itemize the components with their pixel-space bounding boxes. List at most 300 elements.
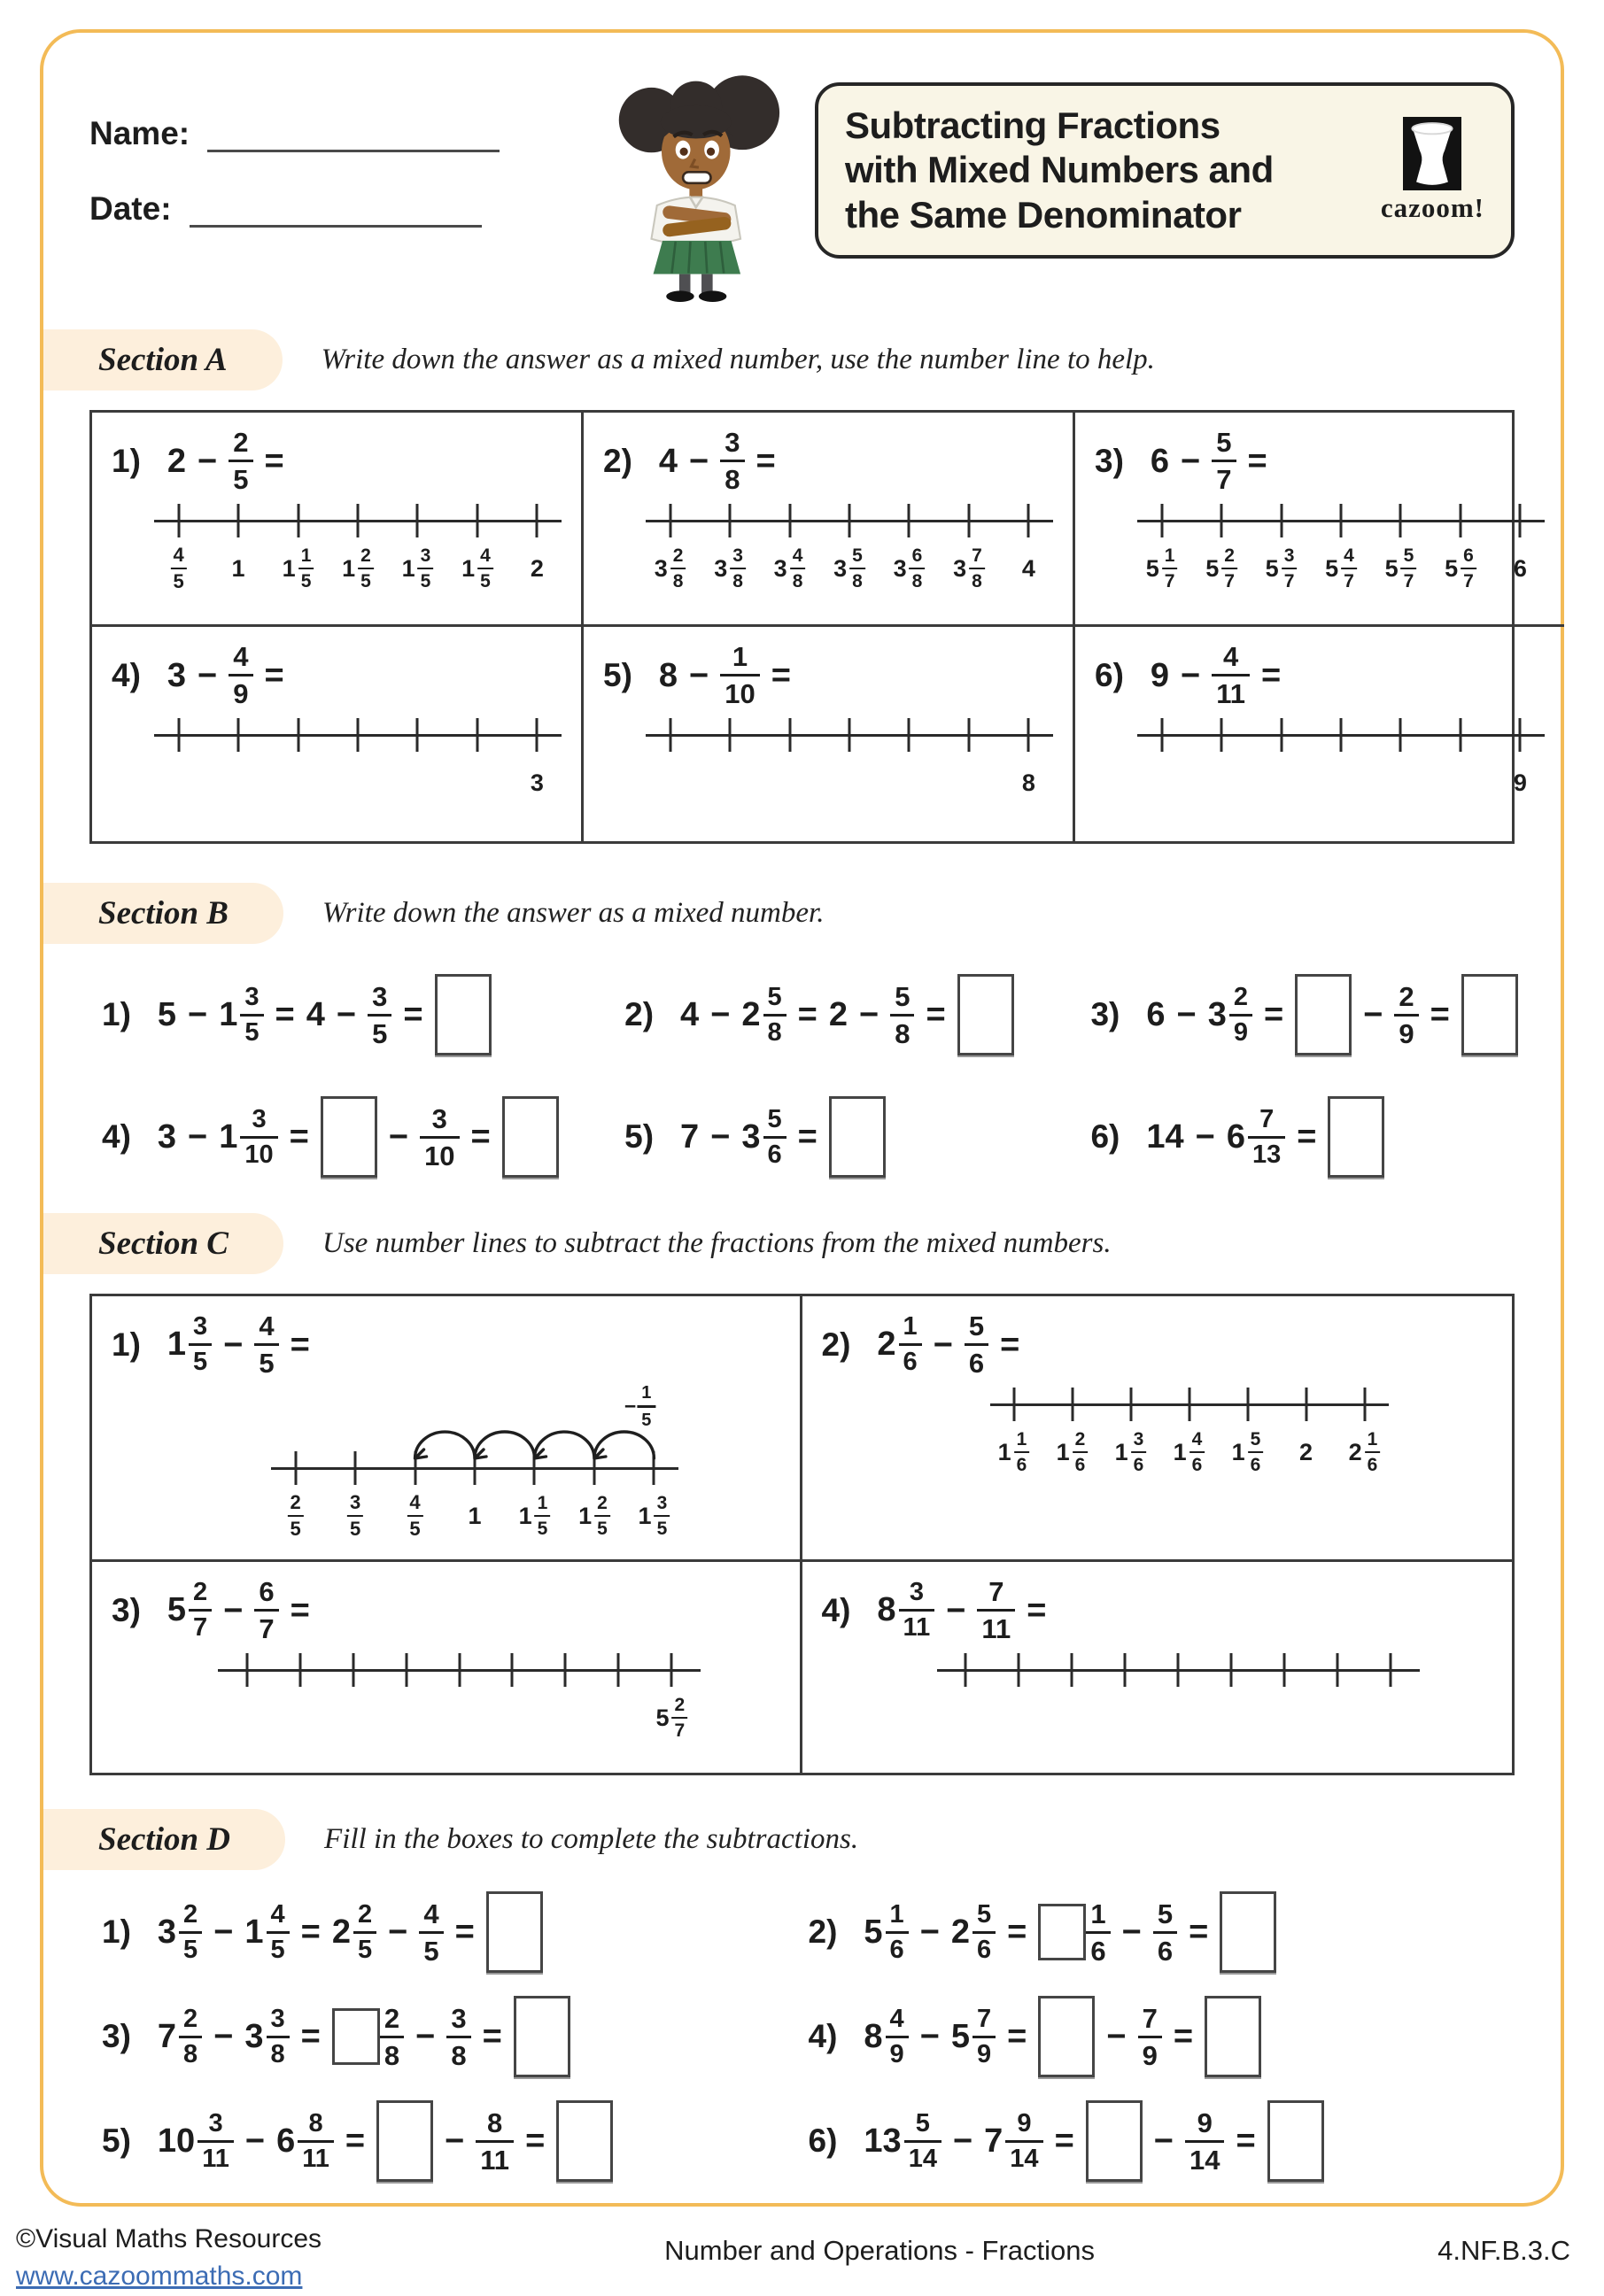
worksheet-frame [40, 29, 1564, 2207]
fraction: $\frac{4}{6}$ [1189, 1430, 1205, 1474]
number-line [1137, 720, 1545, 810]
tick-label [953, 545, 985, 592]
tick-mark [1018, 1653, 1020, 1687]
tick-mark [729, 504, 732, 537]
mixed-number: 2 $\frac{1}{6}$ [877, 1314, 921, 1375]
tick-label: 2 [1298, 1438, 1313, 1465]
tick-mark [1459, 504, 1461, 537]
expression: 14 − 6 $\frac{7}{13}$ = [1146, 1096, 1384, 1178]
fraction: $\frac{2}{7}$ [671, 1696, 687, 1740]
mixed-number: 1 $\frac{3}{5}$ [219, 985, 263, 1046]
fraction: $\frac{5}{6}$ [972, 1902, 996, 1963]
answer-box[interactable] [829, 1096, 886, 1178]
tick-mark [965, 1653, 967, 1687]
fraction: $\frac{3}{8}$ [720, 429, 744, 493]
number-line [646, 506, 1053, 596]
mixed-number: 3 $\frac{5}{8}$ [833, 546, 865, 591]
mixed-number: 1 $\frac{3}{5}$ [402, 546, 434, 591]
tick-mark [1340, 718, 1343, 752]
tick-mark [1160, 504, 1163, 537]
subtraction-hops-icon [271, 1414, 678, 1464]
tick-label [894, 545, 926, 592]
expression: 2 − $\frac{2}{5}$ = [167, 427, 284, 495]
tick-mark [1399, 718, 1402, 752]
drum-icon [1403, 117, 1461, 190]
tick-label: 3 [530, 769, 544, 796]
tick-mark [1280, 504, 1282, 537]
problem-number: 5) [624, 1118, 655, 1155]
tick-label [1385, 545, 1417, 592]
fraction: $\frac{8}{11}$ [298, 2111, 334, 2172]
mixed-number: 1 $\frac{3}{10}$ [219, 1107, 277, 1168]
problem-b-2 [624, 974, 1090, 1055]
section-b-problems [102, 974, 1515, 1178]
fraction: $\frac{2}{5}$ [358, 546, 374, 591]
student-character-illustration [599, 70, 802, 306]
tick-mark [1177, 1653, 1180, 1687]
tick-label: 8 [1021, 769, 1035, 796]
tick-mark [297, 504, 299, 537]
mixed-number: 6 $\frac{7}{13}$ [1227, 1107, 1285, 1168]
fraction: $\frac{6}{7}$ [1461, 546, 1476, 591]
fraction: $\frac{4}{5}$ [407, 1493, 422, 1539]
tick-mark [1459, 718, 1461, 752]
problem-number: 1) [102, 1913, 131, 1950]
tick-mark [1519, 718, 1522, 752]
expression: 5 − 1 $\frac{3}{5}$ = 4 − $\frac{3}{5}$ = [158, 974, 492, 1055]
tick-mark [245, 1653, 248, 1687]
fraction: $\frac{2}{5}$ [179, 1902, 202, 1963]
tick-mark [458, 1653, 461, 1687]
fraction: $\frac{5}{7}$ [1401, 546, 1417, 591]
problem-b-5 [624, 1096, 1090, 1178]
tick-mark [967, 718, 970, 752]
fraction: $\frac{2}{5}$ [229, 429, 252, 493]
number-line [154, 720, 562, 810]
fraction: $\frac{3}{6}$ [1131, 1430, 1147, 1474]
problem-c-1 [92, 1296, 802, 1562]
tick-label [170, 545, 186, 592]
fraction: $\frac{3}{5}$ [655, 1494, 670, 1538]
tick-mark [476, 504, 478, 537]
fraction: $\frac{5}{14}$ [904, 2111, 941, 2172]
fraction: $\frac{7}{8}$ [969, 546, 985, 591]
answer-box[interactable] [435, 974, 492, 1055]
title-line-2: with Mixed Numbers and [845, 149, 1274, 191]
fraction: $\frac{7}{13}$ [1248, 1107, 1285, 1168]
answer-box[interactable] [1086, 2100, 1143, 2182]
fraction: $\frac{3}{5}$ [368, 983, 391, 1048]
mixed-number-with-box [1038, 1900, 1110, 1965]
mixed-number: 1 $\frac{2}{5}$ [578, 1494, 610, 1538]
fraction: $\frac{1}{5}$ [535, 1494, 551, 1538]
problem-number: 5) [603, 656, 632, 693]
tick-mark [357, 718, 360, 752]
fraction: $\frac{7}{9}$ [972, 2006, 996, 2068]
fraction: $\frac{4}{5}$ [477, 546, 493, 591]
tick-mark [788, 504, 791, 537]
tick-mark [1071, 1388, 1073, 1421]
tick-mark [405, 1653, 407, 1687]
fraction: $\frac{3}{8}$ [267, 2006, 290, 2068]
tick-mark [357, 504, 360, 537]
fraction: $\frac{5}{7}$ [1212, 429, 1236, 493]
tick-label [1115, 1428, 1147, 1476]
fraction: $\frac{5}{6}$ [1248, 1430, 1264, 1474]
problem-number: 6) [1090, 1118, 1120, 1155]
tick-label: 6 [1513, 554, 1527, 582]
section-d-instruction: Fill in the boxes to complete the subtractions. [324, 1823, 859, 1855]
tick-mark [848, 504, 851, 537]
mixed-number: 7 $\frac{2}{8}$ [158, 2006, 202, 2068]
tick-mark [1336, 1653, 1338, 1687]
tick-mark [669, 718, 671, 752]
answer-box[interactable] [321, 1096, 377, 1178]
date-label: Date: [89, 190, 172, 227]
mixed-number: 5 $\frac{3}{7}$ [1266, 546, 1298, 591]
problem-d-1 [102, 1891, 809, 1973]
fraction: $\frac{4}{5}$ [254, 1312, 278, 1377]
fraction: $\frac{3}{11}$ [198, 2111, 234, 2172]
mixed-number: 8 $\frac{4}{9}$ [864, 2006, 908, 2068]
tick-mark [1160, 718, 1163, 752]
fraction: $\frac{2}{8}$ [179, 2006, 202, 2068]
tick-mark [352, 1653, 354, 1687]
problem-a-3 [1075, 413, 1564, 627]
mixed-number: 5 $\frac{1}{7}$ [1146, 546, 1178, 591]
mixed-number: 1 $\frac{1}{5}$ [283, 546, 314, 591]
mixed-number: 2 $\frac{2}{5}$ [332, 1902, 376, 1963]
tick-mark [1280, 718, 1282, 752]
tick-label: 1 [468, 1502, 482, 1529]
problem-number: 4) [112, 656, 141, 693]
tick-mark [511, 1653, 514, 1687]
mixed-number: 5 $\frac{1}{6}$ [864, 1902, 908, 1963]
expression: 9 − $\frac{4}{11}$ = [1150, 641, 1282, 709]
site-link[interactable]: www.cazoommaths.com [16, 2261, 303, 2291]
problem-number: 4) [808, 2018, 838, 2054]
fraction: $\frac{3}{5}$ [240, 985, 263, 1046]
tick-label [402, 545, 434, 592]
tick-mark [416, 718, 419, 752]
mixed-number: 1 $\frac{1}{5}$ [519, 1494, 551, 1538]
problem-b-6 [1090, 1096, 1515, 1178]
tick-mark [1389, 1653, 1391, 1687]
number-line [1137, 506, 1545, 596]
tick-label [287, 1492, 303, 1540]
expression: 4 − $\frac{3}{8}$ = [658, 427, 776, 495]
fraction: $\frac{4}{5}$ [419, 1900, 443, 1965]
mixed-number: 1 $\frac{3}{5}$ [639, 1494, 670, 1538]
tick-label [1174, 1428, 1205, 1476]
answer-box[interactable] [1267, 2100, 1324, 2182]
problem-number: 6) [808, 2122, 838, 2159]
problem-number: 6) [1095, 656, 1124, 693]
mixed-number: 3 $\frac{7}{8}$ [953, 546, 985, 591]
problem-number: 1) [112, 442, 141, 479]
mixed-number: 5 $\frac{5}{7}$ [1385, 546, 1417, 591]
problem-number: 2) [603, 442, 632, 479]
tick-label [714, 545, 746, 592]
worksheet-footer [16, 2221, 1588, 2295]
expression: 3 $\frac{2}{5}$ − 1 $\frac{4}{5}$ = 2 $\frac{2}{5}$ − $\frac{4}{5}$ = [158, 1891, 543, 1973]
tick-mark [1340, 504, 1343, 537]
fraction: $\frac{3}{8}$ [730, 546, 746, 591]
tick-label [1266, 545, 1298, 592]
fraction: $\frac{6}{7}$ [254, 1578, 278, 1643]
fraction: $\frac{7}{9}$ [1138, 2005, 1162, 2069]
date-input-line[interactable] [190, 188, 482, 228]
answer-box[interactable] [514, 1996, 570, 2077]
problem-number: 1) [102, 996, 131, 1032]
tick-label [407, 1492, 422, 1540]
fraction: $\frac{2}{8}$ [670, 546, 686, 591]
tick-mark [1519, 504, 1522, 537]
answer-box[interactable] [1038, 1996, 1095, 2077]
mixed-number: 5 $\frac{2}{7}$ [167, 1580, 212, 1641]
tick-mark [1282, 1653, 1285, 1687]
mixed-number: 3 $\frac{5}{6}$ [741, 1107, 786, 1168]
number-line [937, 1655, 1420, 1720]
answer-box-small[interactable] [1038, 1904, 1086, 1960]
tick-mark [476, 718, 478, 752]
tick-mark [416, 504, 419, 537]
tick-mark [1305, 1388, 1307, 1421]
section-b-header [43, 883, 1515, 944]
fraction: $\frac{1}{10}$ [720, 643, 759, 707]
tick-label [347, 1492, 363, 1540]
tick-mark [1220, 718, 1223, 752]
expression: 8 − $\frac{1}{10}$ = [658, 641, 791, 709]
tick-mark [1124, 1653, 1127, 1687]
section-a-problems [89, 410, 1527, 844]
expression: 7 − 3 $\frac{5}{6}$ = [680, 1096, 886, 1178]
fraction: $\frac{3}{5}$ [189, 1314, 212, 1375]
problem-number: 3) [1090, 996, 1120, 1032]
answer-box[interactable] [1295, 974, 1352, 1055]
tick-mark [237, 718, 240, 752]
tick-mark [669, 504, 671, 537]
tick-mark [1363, 1388, 1366, 1421]
mixed-number: 7 $\frac{9}{14}$ [984, 2111, 1042, 2172]
section-c-instruction: Use number lines to subtract the fractions from the mixed numbers. [322, 1227, 1112, 1259]
fraction: $\frac{5}{6}$ [965, 1312, 988, 1377]
problem-c-3 [92, 1562, 802, 1773]
answer-box[interactable] [556, 2100, 613, 2182]
section-d-problems [102, 1891, 1515, 2182]
problem-a-1 [92, 413, 584, 627]
problem-c-4 [802, 1562, 1513, 1773]
answer-box[interactable] [1220, 1891, 1276, 1973]
tick-mark [1129, 1388, 1132, 1421]
tick-mark [1229, 1653, 1232, 1687]
expression: 5 $\frac{2}{7}$ − $\frac{6}{7}$ = [167, 1576, 310, 1644]
mixed-number: 3 $\frac{3}{8}$ [244, 2006, 289, 2068]
student-info-block [89, 75, 599, 263]
number-line [990, 1389, 1389, 1480]
worksheet-title [845, 104, 1274, 237]
problem-number: 4) [821, 1591, 851, 1628]
fraction: $\frac{2}{5}$ [594, 1494, 610, 1538]
tick-mark [1399, 504, 1402, 537]
tick-label [1146, 545, 1178, 592]
fraction: $\frac{2}{8}$ [380, 2005, 404, 2069]
problem-number: 1) [112, 1326, 141, 1363]
number-line [271, 1383, 678, 1543]
fraction: $\frac{1}{5}$ [637, 1384, 655, 1429]
tick-label [578, 1492, 610, 1540]
tick-mark [967, 504, 970, 537]
fraction: $\frac{5}{8}$ [763, 985, 787, 1046]
problem-number: 4) [102, 1118, 131, 1155]
tick-label [655, 1694, 687, 1742]
tick-label: 4 [1021, 554, 1035, 582]
title-box [815, 82, 1515, 259]
mixed-number: 2 $\frac{1}{6}$ [1349, 1430, 1381, 1474]
mixed-number: 3 $\frac{3}{8}$ [714, 546, 746, 591]
tick-mark [1220, 504, 1223, 537]
problem-d-6 [809, 2100, 1515, 2182]
tick-mark [297, 718, 299, 752]
problem-b-3 [1090, 974, 1515, 1055]
fraction: $\frac{2}{6}$ [1073, 1430, 1089, 1474]
mixed-number: 1 $\frac{5}{6}$ [1232, 1430, 1264, 1474]
tick-mark [617, 1653, 620, 1687]
problem-d-2 [809, 1891, 1515, 1973]
problem-c-2 [802, 1296, 1513, 1562]
mixed-number: 1 $\frac{4}{5}$ [244, 1902, 289, 1963]
fraction: $\frac{1}{6}$ [899, 1314, 922, 1375]
mixed-number: 3 $\frac{2}{8}$ [655, 546, 686, 591]
tick-mark [1071, 1653, 1073, 1687]
mixed-number: 1 $\frac{4}{6}$ [1174, 1430, 1205, 1474]
cartoon-girl-icon [599, 70, 802, 302]
tick-mark [177, 504, 180, 537]
problem-b-1 [102, 974, 624, 1055]
mixed-number: 13 $\frac{5}{14}$ [864, 2111, 941, 2172]
fraction: $\frac{2}{7}$ [189, 1580, 212, 1641]
answer-box[interactable] [1328, 1096, 1384, 1178]
fraction: $\frac{5}{8}$ [849, 546, 865, 591]
tick-label [342, 545, 374, 592]
mixed-number: 1 $\frac{2}{6}$ [1057, 1430, 1089, 1474]
fraction: $\frac{1}{6}$ [1365, 1430, 1381, 1474]
tick-label [833, 545, 865, 592]
fraction: $\frac{2}{5}$ [287, 1493, 303, 1539]
date-field [89, 188, 599, 228]
tick-label [1232, 1428, 1264, 1476]
fraction: $\frac{9}{14}$ [1005, 2111, 1042, 2172]
problem-b-4 [102, 1096, 624, 1178]
section-a-header [43, 329, 1515, 390]
answer-box[interactable] [486, 1891, 543, 1973]
tick-mark [177, 718, 180, 752]
tick-label: 9 [1513, 769, 1527, 796]
hop-label: − $\frac{1}{5}$ [624, 1384, 656, 1429]
fraction: $\frac{4}{5}$ [170, 545, 186, 591]
name-input-line[interactable] [207, 112, 500, 152]
section-d-label: Section D [43, 1809, 285, 1870]
problem-a-6 [1075, 627, 1564, 841]
logo-wordmark: cazoom! [1380, 192, 1484, 224]
section-a-label: Section A [43, 329, 283, 390]
fraction: $\frac{9}{14}$ [1185, 2109, 1224, 2174]
tick-mark [536, 504, 539, 537]
expression: 13 $\frac{5}{14}$ − 7 $\frac{9}{14}$ = − $\frac{9}{14}$ = [864, 2100, 1323, 2182]
fraction: $\frac{3}{11}$ [899, 1580, 935, 1641]
number-line [218, 1655, 701, 1745]
problem-d-3 [102, 1996, 809, 2077]
answer-box[interactable] [1205, 1996, 1261, 2077]
answer-box-small[interactable] [332, 2008, 380, 2065]
footer-category: Number and Operations - Fractions [664, 2235, 1095, 2266]
fraction: $\frac{6}{8}$ [910, 546, 926, 591]
tick-label [461, 545, 493, 592]
name-label: Name: [89, 115, 190, 151]
footer-left [16, 2221, 322, 2295]
tick-mark [298, 1653, 301, 1687]
tick-mark [1188, 1388, 1190, 1421]
answer-box[interactable] [376, 2100, 433, 2182]
mixed-number: 3 $\frac{6}{8}$ [894, 546, 926, 591]
mixed-number: 1 $\frac{1}{6}$ [998, 1430, 1030, 1474]
expression: 1 $\frac{3}{5}$ − $\frac{4}{5}$ = [167, 1310, 310, 1379]
mixed-number: 5 $\frac{2}{7}$ [1205, 546, 1237, 591]
tick-label [639, 1492, 670, 1540]
problem-d-5 [102, 2100, 809, 2182]
tick-mark [908, 504, 910, 537]
fraction: $\frac{7}{11}$ [977, 1578, 1015, 1643]
fraction: $\frac{2}{7}$ [1221, 546, 1237, 591]
mixed-number: 5 $\frac{7}{9}$ [951, 2006, 996, 2068]
fraction: $\frac{5}{8}$ [890, 983, 914, 1048]
mixed-number: 8 $\frac{3}{11}$ [877, 1580, 934, 1641]
tick-mark [670, 1653, 673, 1687]
fraction: $\frac{2}{9}$ [1394, 983, 1418, 1048]
answer-box[interactable] [1461, 974, 1518, 1055]
expression: 3 − 1 $\frac{3}{10}$ = − $\frac{3}{10}$ = [158, 1096, 559, 1178]
fraction: $\frac{4}{9}$ [886, 2006, 909, 2068]
tick-label [1205, 545, 1237, 592]
problem-a-4 [92, 627, 584, 841]
problem-number: 2) [624, 996, 655, 1032]
fraction: $\frac{4}{5}$ [267, 1902, 290, 1963]
tick-mark [729, 718, 732, 752]
mixed-number: 2 $\frac{5}{6}$ [951, 1902, 996, 1963]
mixed-number: 1 $\frac{3}{6}$ [1115, 1430, 1147, 1474]
problem-number: 3) [102, 2018, 131, 2054]
expression: 4 − 2 $\frac{5}{8}$ = 2 − $\frac{5}{8}$ = [680, 974, 1014, 1055]
fraction: $\frac{2}{5}$ [353, 1902, 376, 1963]
problem-number: 2) [808, 1913, 838, 1950]
expression: 10 $\frac{3}{11}$ − 6 $\frac{8}{11}$ = − $\frac{8}{11}$ = [158, 2100, 613, 2182]
tick-label [1325, 545, 1357, 592]
expression: 3 − $\frac{4}{9}$ = [167, 641, 284, 709]
fraction: $\frac{3}{5}$ [418, 546, 434, 591]
answer-box[interactable] [502, 1096, 559, 1178]
fraction: $\frac{1}{5}$ [298, 546, 314, 591]
fraction: $\frac{4}{11}$ [1212, 643, 1250, 707]
fraction: $\frac{4}{8}$ [790, 546, 806, 591]
mixed-number: 10 $\frac{3}{11}$ [158, 2111, 234, 2172]
problem-number: 2) [821, 1326, 851, 1363]
expression: 7 $\frac{2}{8}$ − 3 $\frac{3}{8}$ = $\frac{2}{8}$ − $\frac{3}{8}$ = [158, 1996, 570, 2077]
fraction: $\frac{1}{6}$ [1086, 1900, 1110, 1965]
number-line [646, 720, 1053, 810]
tick-mark [1027, 718, 1030, 752]
answer-box[interactable] [957, 974, 1014, 1055]
problem-number: 3) [112, 1591, 141, 1628]
